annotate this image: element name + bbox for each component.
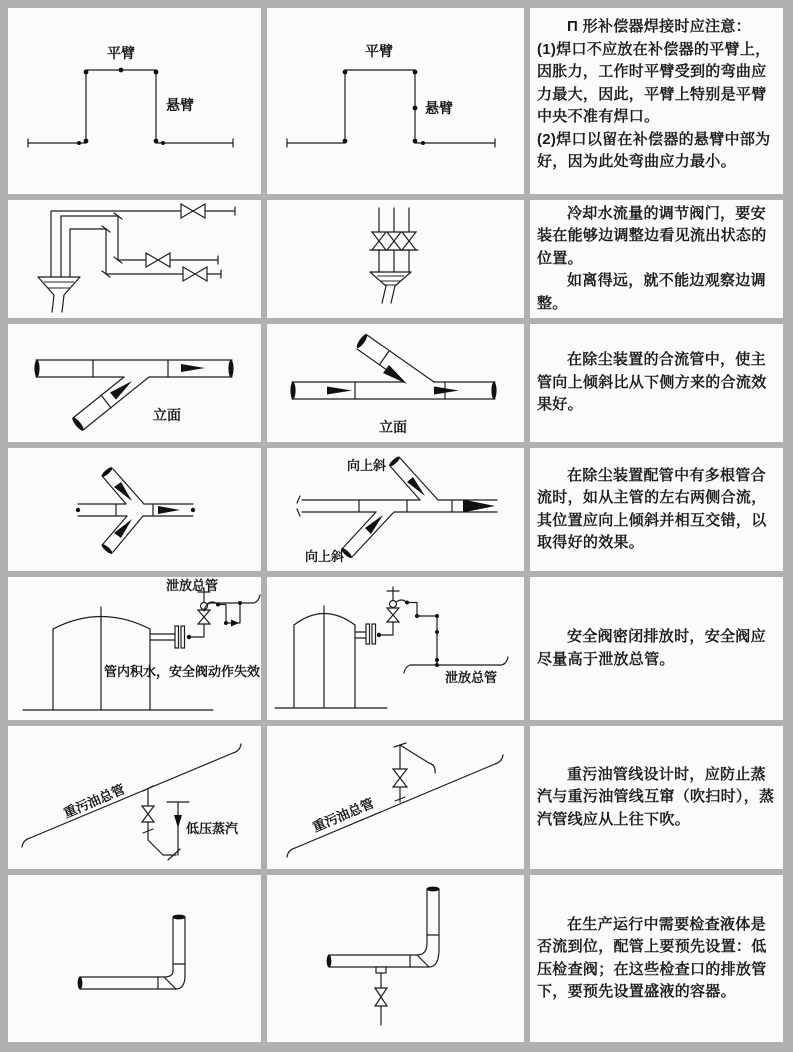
pi-loop-shape [287,70,495,147]
note-paragraph: 冷却水流量的调节阀门，要安装在能够边调整边看见流出状态的位置。 [537,204,767,267]
flow-arrow [463,500,495,513]
branches-same-point-diagram [8,448,261,571]
flat-arm-label: 平臂 [365,43,393,59]
row5-note-cell [530,577,783,720]
row3-middle-diagram-cell [267,324,524,442]
row1-note-cell [530,8,783,194]
flow-arrow [158,506,180,514]
pipe-end-cap [100,543,113,556]
weld-dot [435,663,439,667]
pipe-end-dot [191,508,195,512]
pipe-end-cap [327,955,332,968]
nozzle-and-flange [355,624,376,644]
row6-middle-diagram-cell [267,726,524,869]
slope-up-label: 向上斜 [305,549,345,564]
pipe-end-dot [76,508,80,512]
weld-dot [435,630,439,634]
valves-above-funnel-diagram [267,200,524,318]
flow-arrow [181,364,205,372]
weld-dots [343,70,425,145]
vessel [23,607,213,710]
note-paragraph: (2)焊口以留在补偿器的悬臂中部为好，因为此处弯曲应力最小。 [537,130,771,170]
row5-middle-diagram-cell [267,577,524,720]
row5-left-diagram-cell [8,577,261,720]
lower-branch [342,512,394,557]
flow-arrow [365,515,383,534]
weld-dot [435,614,439,618]
weld-dot [216,603,220,607]
hanging-arm-label: 悬臂 [425,100,453,116]
purge-branch [143,786,180,860]
relief-header-above-diagram [8,577,261,720]
elbow-no-drain-diagram [8,875,261,1042]
valve-icon [372,232,386,250]
elbow-pipe [80,917,185,989]
pipe-end-cap [427,887,440,892]
hanging-arm-label: 悬臂 [166,97,194,113]
branch-duct [73,377,149,430]
branches-staggered-upward-diagram [267,448,524,571]
relief-header-label: 泄放总管 [445,670,498,685]
row6-note-cell [530,726,783,869]
valves-far-from-funnel-diagram [8,200,261,318]
steam-from-above-diagram [267,726,524,869]
flat-arm-label: 平臂 [107,45,135,61]
flow-arrow [383,365,407,384]
row7-middle-diagram-cell [267,875,524,1042]
slop-oil-header-label: 重污油总管 [61,781,128,821]
weld-dot [405,601,409,605]
elevation-view-label: 立面 [379,419,407,435]
elbow-with-check-valve-diagram [267,875,524,1042]
row6-left-diagram-cell [8,726,261,869]
pi-loop-shape [28,70,233,147]
row1-left-diagram-cell [8,8,261,194]
slope-up-label: 向上斜 [347,458,387,473]
pipe-end-cap [34,360,39,377]
low-pressure-steam-label: 低压蒸汽 [186,821,239,836]
valve-icon [393,769,407,787]
funnel [38,277,80,312]
main-duct [292,382,495,399]
pipe-end-cap [491,382,496,399]
note-paragraph: (1)焊口不应放在补偿器的平臂上，因胀力，工作时平臂受到的弯曲应力最大，因此，平臂上特别是平臂中央不准有焊口。 [537,40,771,125]
note-paragraph: 在除尘装置的合流管中，使主管向上倾斜比从下侧方来的合流效果好。 [537,351,767,414]
weld-dot [238,601,242,605]
row3-note-cell [530,324,783,442]
flow-arrow [110,381,132,400]
branch-from-above-diagram [267,324,524,442]
pipe-end-cap [71,416,86,432]
funnel [370,272,411,303]
row2-left-diagram-cell [8,200,261,318]
valve-icon [387,232,401,250]
safety-valve-icon [387,608,399,622]
valve-inlet-pipe [191,624,204,637]
row7-note-cell [530,875,783,1042]
valve-icon [181,204,205,218]
flow-arrow [114,482,132,501]
flow-arrow [434,387,459,395]
note-paragraph: 安全阀密闭排放时，安全阀应尽量高于泄放总管。 [537,628,766,668]
steam-flow-arrow [174,815,182,828]
failure-caption: 管内积水，安全阀动作失效 [104,664,261,679]
main-duct [36,360,232,377]
branch-from-below-diagram [8,324,261,442]
slop-oil-header-label: 重污油总管 [310,795,377,835]
row2-note-cell [530,200,783,318]
weld-dot [415,614,419,618]
valve-icon [146,253,170,267]
pipe-end-cap [228,360,233,377]
flow-arrow [231,620,239,627]
vessel [275,606,387,708]
row4-middle-diagram-cell [267,448,524,571]
flow-arrow [407,477,425,496]
note-paragraph: 在生产运行中需要检查液体是否流到位，配管上要预先设置：低压检查阀；在这些检查口的排放管下，要预先设置盛液的容器。 [537,915,767,1000]
note-paragraph: 在除尘装置配管中有多根管合流时，如从主管的左右两侧合流，其位置应向上倾斜并相互交错，以取得好的效果。 [537,466,767,551]
note-paragraph: 如离得远，就不能边观察边调整。 [537,272,766,312]
discharge-pipe [396,600,508,673]
valve-icon [142,806,154,822]
valve-bonnet [390,601,397,608]
pipe-end-cap [173,915,186,920]
pipe-end-cap [290,382,295,399]
safety-valve-icon [198,610,210,624]
row2-middle-diagram-cell [267,200,524,318]
pipe-end-cap [78,977,83,990]
elbow-pipe [329,889,439,967]
expansion-loop-bad-diagram [8,8,261,194]
valve-inlet-pipe [381,622,393,635]
valve-icon [183,267,207,281]
check-valve-icon [375,988,387,1006]
weld-dots [77,68,165,145]
pipe-end-cap [388,455,401,468]
row7-left-diagram-cell [8,875,261,1042]
note-paragraph: Π 形补偿器焊接时应注意： [567,18,751,35]
expansion-loop-good-diagram [267,8,524,194]
row3-left-diagram-cell [8,324,261,442]
elevation-view-label: 立面 [153,407,181,423]
pipe-end-cap [100,466,113,479]
weld-dot [224,621,228,625]
flow-arrow [327,387,352,395]
pipe-end-cap [355,333,369,350]
discharge-pipe [204,595,260,623]
nozzle-and-flange [150,626,185,648]
relief-header-label: 泄放总管 [166,578,219,593]
row4-note-cell [530,448,783,571]
row1-middle-diagram-cell [267,8,524,194]
steam-from-below-diagram [8,726,261,869]
note-paragraph: 重污油管线设计时，应防止蒸汽与重污油管线互窜（吹扫时），蒸汽管线应从上往下吹。 [537,765,775,828]
relief-header-below-diagram [267,577,524,720]
weld-dot [435,658,439,662]
valve-spring-stem [387,587,399,600]
row4-left-diagram-cell [8,448,261,571]
valve-icon [402,232,416,250]
